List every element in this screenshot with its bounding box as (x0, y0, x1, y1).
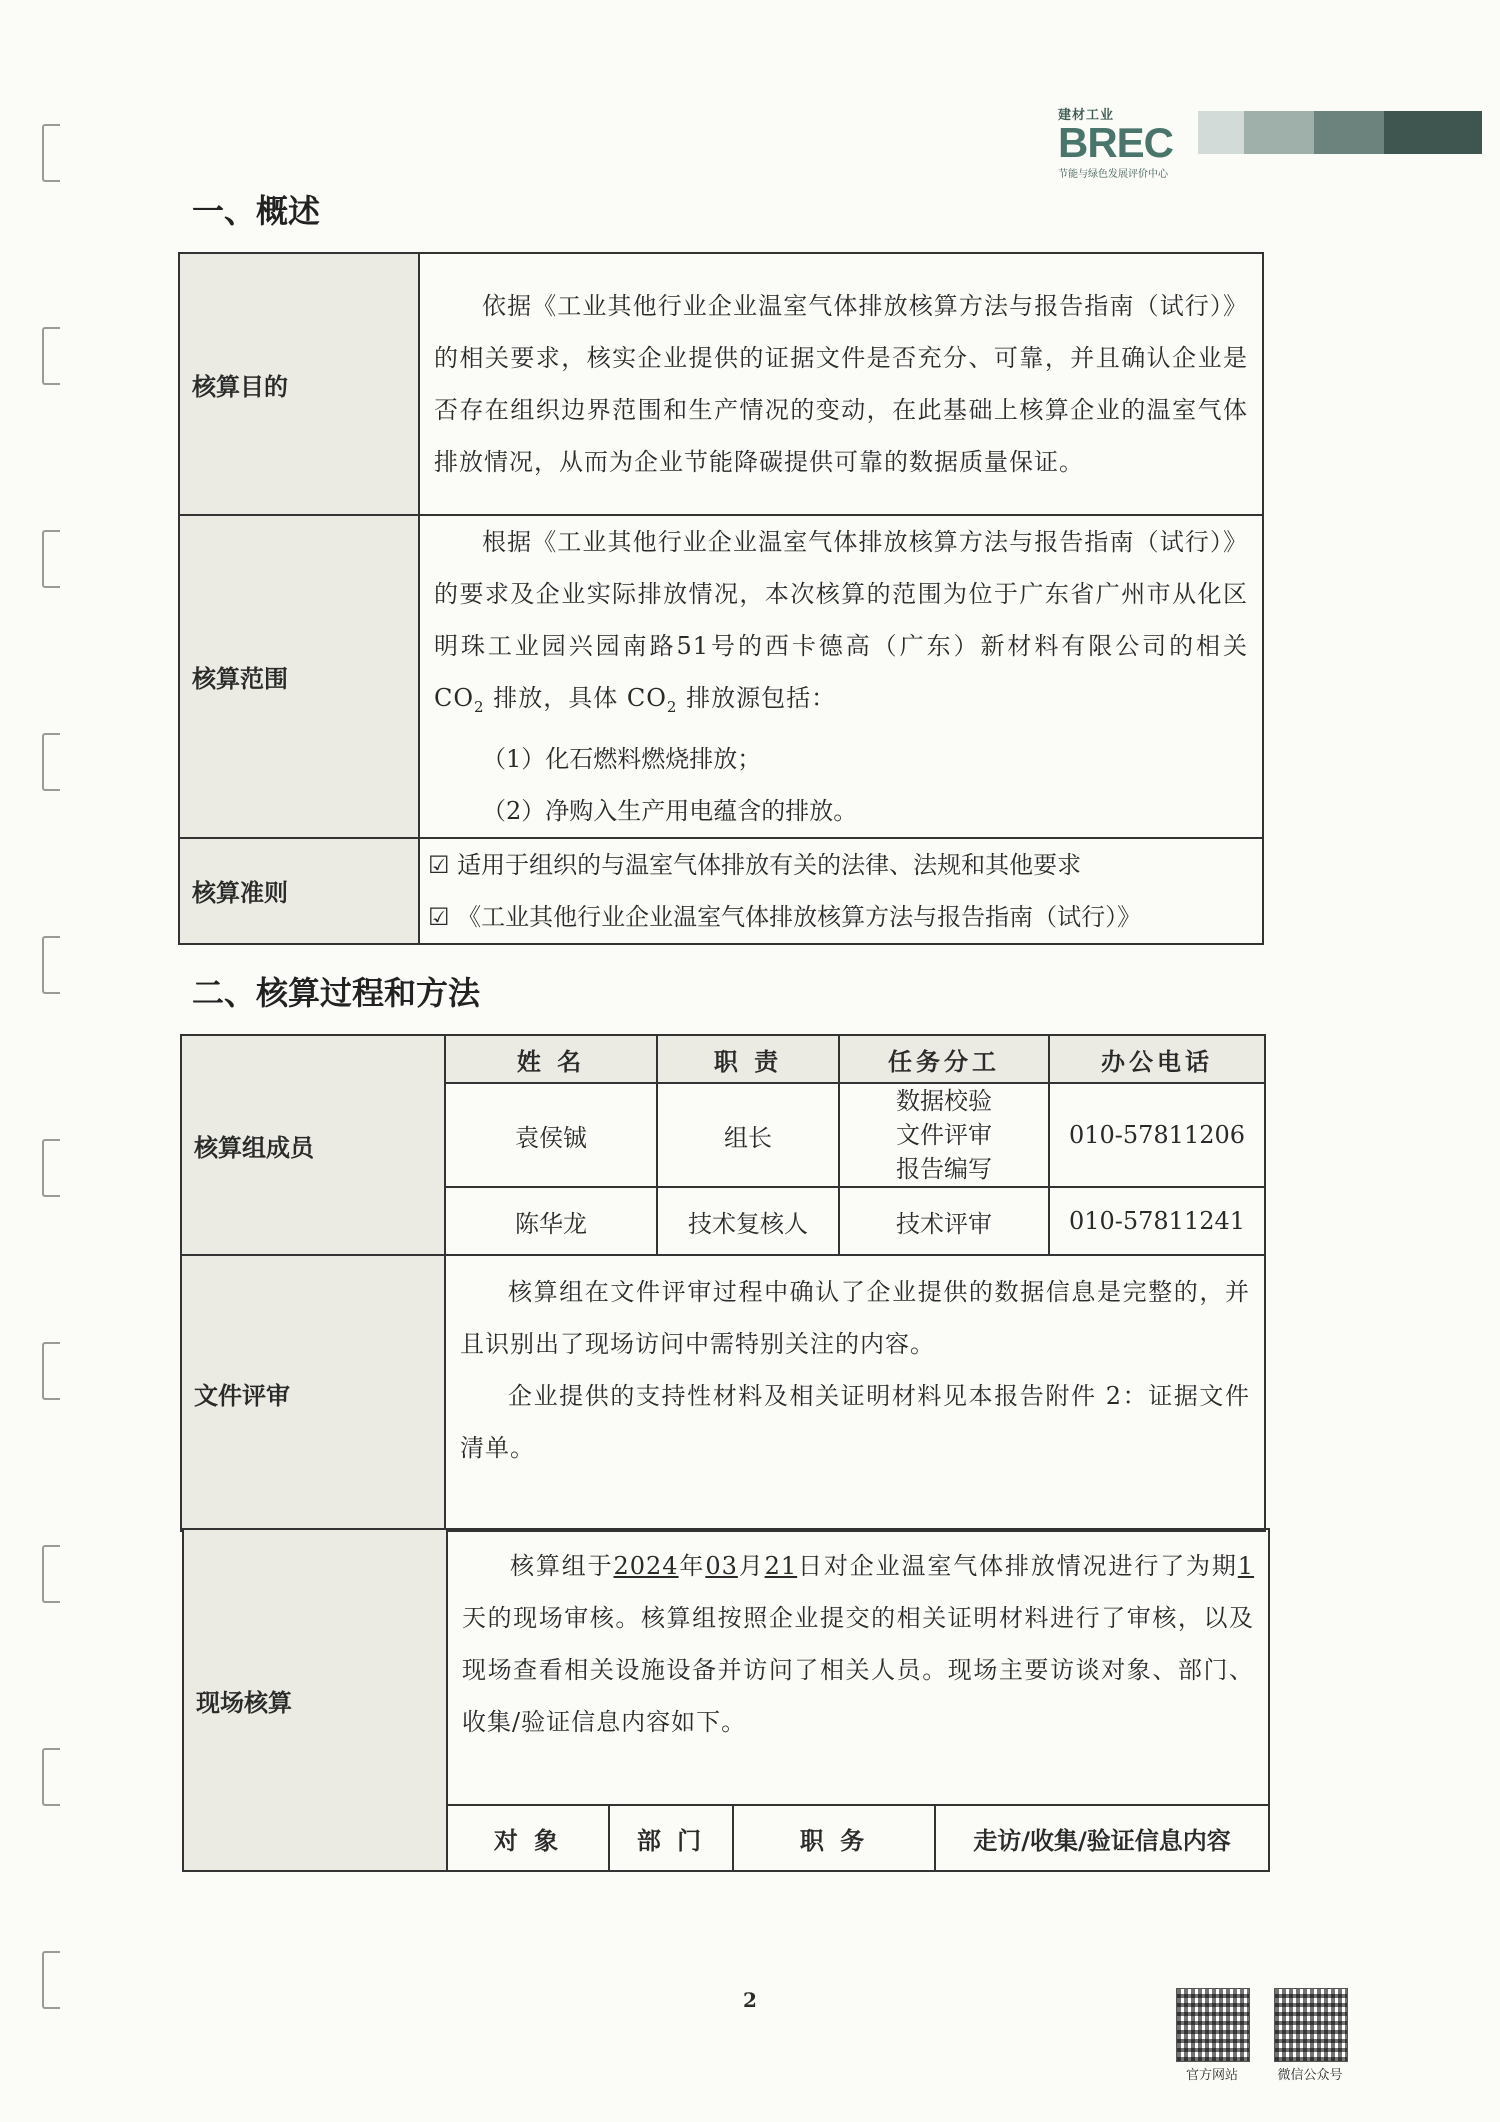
row-label-doc-review: 文件评审 (181, 1255, 445, 1531)
page-number: 2 (743, 1988, 757, 2012)
member-role: 技术复核人 (657, 1187, 839, 1255)
section2-heading: 二、核算过程和方法 (192, 974, 481, 1012)
binder-mark (42, 1748, 60, 1806)
onsite-header: 部 门 (609, 1805, 733, 1871)
purpose-text: 依据《工业其他行业企业温室气体排放核算方法与报告指南（试行）》的相关要求，核实企业提供的证据文件是否充分、可靠，并且确认企业是否存在组织边界范围和生产情况的变动，在此基础上核算企业的温室气体排放情况，从而为企业节能降碳提供可靠的数据质量保证。 (434, 292, 1248, 476)
member-name: 陈华龙 (445, 1187, 657, 1255)
team-table (180, 1034, 1266, 1256)
checked-checkbox-icon: ☑ (428, 850, 450, 879)
brec-logo (1058, 104, 1178, 180)
logo-top-text: 建材工业 (1058, 107, 1115, 122)
logo-main-text: BREC (1058, 119, 1174, 166)
row-label-scope: 核算范围 (179, 515, 419, 838)
team-header: 办公电话 (1049, 1035, 1265, 1083)
binder-mark (42, 1545, 60, 1603)
website-qr-code-icon (1176, 1988, 1250, 2062)
visit-day: 21 (764, 1552, 798, 1580)
onsite-table (182, 1528, 1270, 1872)
binder-mark (42, 530, 60, 588)
scope-item: （2）净购入生产用电蕴含的排放。 (482, 796, 858, 825)
logo-sub-text: 节能与绿色发展评价中心 (1058, 169, 1168, 180)
binder-mark (42, 936, 60, 994)
member-role: 组长 (657, 1083, 839, 1187)
binder-mark (42, 327, 60, 385)
qr-caption: 微信公众号 (1277, 2068, 1343, 2083)
overview-table (178, 252, 1264, 945)
row-label-purpose: 核算目的 (179, 253, 419, 515)
visit-year: 2024 (613, 1552, 679, 1580)
qr-caption: 官方网站 (1185, 2068, 1238, 2083)
wechat-qr-code-icon (1274, 1988, 1348, 2062)
member-tasks: 数据校验 文件评审 报告编写 (839, 1083, 1049, 1187)
visit-duration: 1 (1237, 1552, 1255, 1580)
member-name: 袁侯铖 (445, 1083, 657, 1187)
binder-mark (42, 733, 60, 791)
scope-item: （1）化石燃料燃烧排放； (482, 744, 762, 773)
row-label-team: 核算组成员 (181, 1035, 445, 1255)
header-band (1244, 111, 1314, 154)
header-band (1384, 111, 1482, 154)
binder-mark (42, 124, 60, 182)
onsite-header: 对 象 (447, 1805, 609, 1871)
team-header: 职 责 (657, 1035, 839, 1083)
section1-heading: 一、概述 (192, 192, 321, 230)
onsite-text: 核算组于2024年03月21日对企业温室气体排放情况进行了为期1天的现场审核。核算组按照企业提交的相关证明材料进行了审核，以及现场查看相关设施设备并访问了相关人员。现场主要访谈对象、部门、收集/验证信息内容如下。 (462, 1552, 1255, 1736)
onsite-header: 职 务 (733, 1805, 935, 1871)
team-header: 姓 名 (445, 1035, 657, 1083)
visit-month: 03 (705, 1552, 738, 1580)
criteria-item: ☑ 《工业其他行业企业温室气体排放核算方法与报告指南（试行）》 (428, 902, 1142, 931)
doc-review-text: 核算组在文件评审过程中确认了企业提供的数据信息是完整的，并且识别出了现场访问中需特别关注的内容。 (460, 1278, 1250, 1358)
row-label-onsite: 现场核算 (183, 1529, 447, 1871)
member-phone: 010-57811241 (1049, 1187, 1265, 1255)
review-table (180, 1254, 1266, 1532)
member-tasks: 技术评审 (839, 1187, 1049, 1255)
onsite-header: 走访/收集/验证信息内容 (935, 1805, 1269, 1871)
header-band (1198, 111, 1244, 154)
checked-checkbox-icon: ☑ (428, 902, 450, 931)
team-header: 任务分工 (839, 1035, 1049, 1083)
header-band (1314, 111, 1384, 154)
row-label-criteria: 核算准则 (179, 838, 419, 944)
member-phone: 010-57811206 (1049, 1083, 1265, 1187)
binder-mark (42, 1139, 60, 1197)
binder-mark (42, 1342, 60, 1400)
doc-review-text: 企业提供的支持性材料及相关证明材料见本报告附件 2：证据文件清单。 (460, 1382, 1250, 1462)
criteria-item: ☑ 适用于组织的与温室气体排放有关的法律、法规和其他要求 (428, 850, 1082, 879)
scope-text: 根据《工业其他行业企业温室气体排放核算方法与报告指南（试行）》的要求及企业实际排放情况，本次核算的范围为位于广东省广州市从化区明珠工业园兴园南路51号的西卡德高（广东）新材料有限公司的相关 $CO_2$ 排放，具体 $CO_2$ 排放源包括： (434, 528, 1248, 716)
